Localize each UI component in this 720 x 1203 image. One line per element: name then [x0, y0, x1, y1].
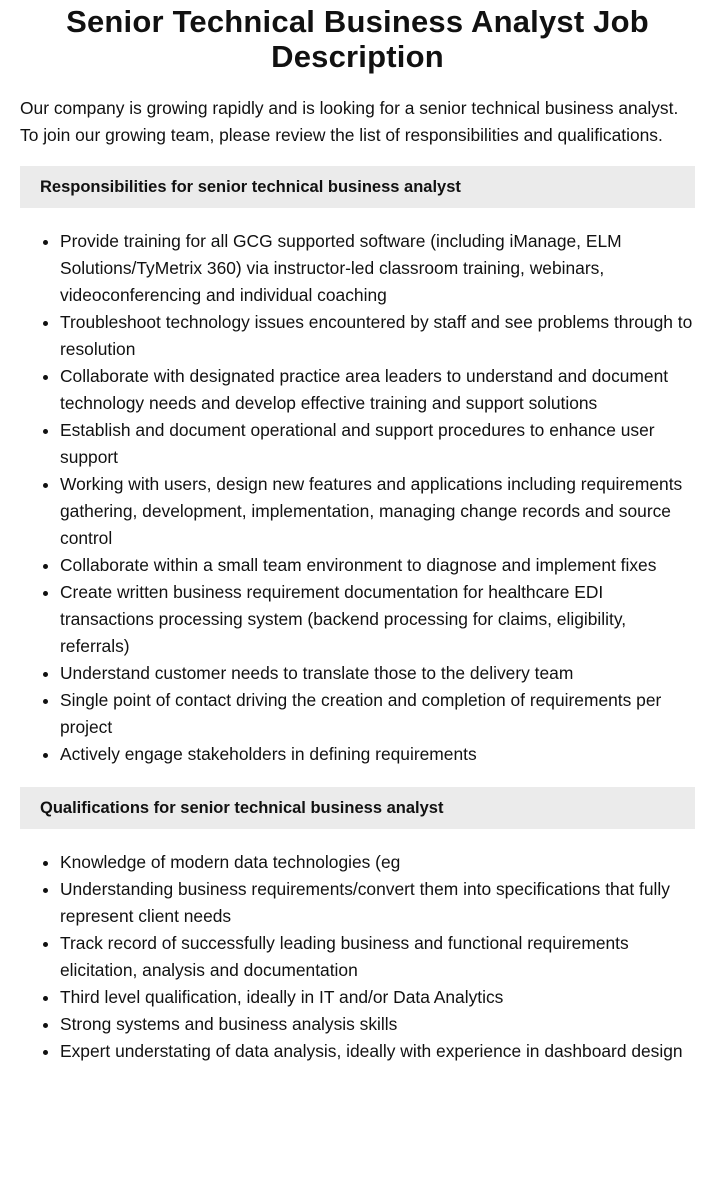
qualifications-list [20, 849, 695, 1065]
list-item: • Provide training for all GCG supported software (including iManage, ELM Solutions/TyMetrix 360) via instructor-led classroom training, webinars, videoconferencing and individual coaching [60, 228, 695, 309]
job-description [0, 4, 720, 1065]
responsibilities-list [20, 228, 695, 768]
list-item: • Knowledge of modern data technologies (eg [60, 849, 695, 876]
list-item: • Working with users, design new features and applications including requirements gathering, development, implementation, managing change records and source control [60, 471, 695, 552]
list-item: • Strong systems and business analysis skills [60, 1011, 695, 1038]
intro-paragraph: Our company is growing rapidly and is looking for a senior technical business analyst. To join our growing team, please review the list of responsibilities and qualifications. [20, 98, 679, 145]
list-item: • Actively engage stakeholders in defining requirements [60, 741, 695, 768]
list-item: • Create written business requirement documentation for healthcare EDI transactions processing system (backend processing for claims, eligibility, referrals) [60, 579, 695, 660]
list-item: • Understanding business requirements/convert them into specifications that fully represent client needs [60, 876, 695, 930]
list-item: • Troubleshoot technology issues encountered by staff and see problems through to resolution [60, 309, 695, 363]
list-item: • Establish and document operational and support procedures to enhance user support [60, 417, 695, 471]
list-item: • Expert understating of data analysis, ideally with experience in dashboard design [60, 1038, 695, 1065]
list-item: • Understand customer needs to translate those to the delivery team [60, 660, 695, 687]
list-item: • Collaborate within a small team environment to diagnose and implement fixes [60, 552, 695, 579]
list-item: • Third level qualification, ideally in IT and/or Data Analytics [60, 984, 695, 1011]
qualifications-heading: Qualifications for senior technical business analyst [20, 787, 695, 829]
list-item: • Track record of successfully leading business and functional requirements elicitation, analysis and documentation [60, 930, 695, 984]
list-item: • Single point of contact driving the creation and completion of requirements per project [60, 687, 695, 741]
responsibilities-heading: Responsibilities for senior technical business analyst [20, 166, 695, 208]
page-title: Senior Technical Business Analyst Job Description [66, 4, 649, 74]
list-item: • Collaborate with designated practice area leaders to understand and document technology needs and develop effective training and support solutions [60, 363, 695, 417]
